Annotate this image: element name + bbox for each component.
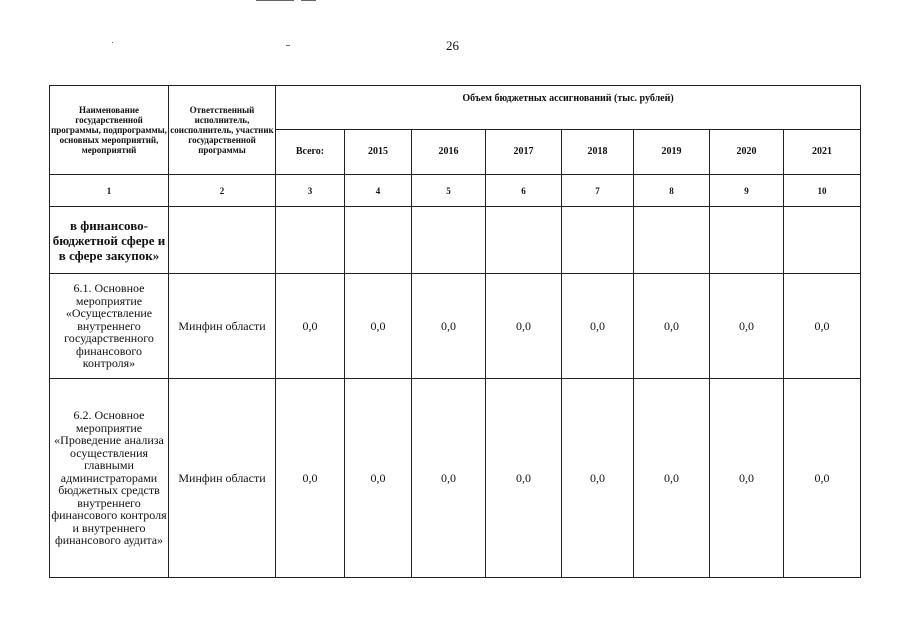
value-cell: 0,0 (412, 274, 486, 379)
program-name: 6.2. Основное мероприятие «Проведение анализа осуществления главными администраторами бюджетных средств внутреннего финансового контроля и внутреннего финансового аудита» (50, 379, 169, 578)
responsible-cell: Минфин области (169, 379, 276, 578)
responsible-cell: Минфин области (169, 274, 276, 379)
value-cell: 0,0 (276, 274, 345, 379)
value-cell (486, 207, 562, 274)
value-cell (710, 207, 784, 274)
scan-artifact (301, 0, 316, 1)
table-row (50, 207, 861, 274)
header-year-2019: 2019 (634, 130, 710, 175)
value-cell (634, 207, 710, 274)
value-cell (345, 207, 412, 274)
value-cell: 0,0 (562, 379, 634, 578)
budget-allocation-table (49, 85, 861, 578)
value-cell (784, 207, 861, 274)
header-year-2021: 2021 (784, 130, 861, 175)
value-cell: 0,0 (710, 274, 784, 379)
header-year-2017: 2017 (486, 130, 562, 175)
responsible-cell (169, 207, 276, 274)
column-number: 3 (276, 175, 345, 207)
header-year-2020: 2020 (710, 130, 784, 175)
value-cell: 0,0 (634, 274, 710, 379)
value-cell (276, 207, 345, 274)
header-total: Всего: (276, 130, 345, 175)
scan-artifact (286, 45, 290, 46)
page-number: 26 (446, 38, 459, 53)
value-cell: 0,0 (486, 379, 562, 578)
value-cell: 0,0 (784, 379, 861, 578)
header-year-2016: 2016 (412, 130, 486, 175)
column-number: 6 (486, 175, 562, 207)
value-cell: 0,0 (276, 379, 345, 578)
value-cell: 0,0 (710, 379, 784, 578)
header-year-2015: 2015 (345, 130, 412, 175)
scan-artifact (112, 42, 113, 43)
column-number-row (50, 175, 861, 207)
value-cell: 0,0 (486, 274, 562, 379)
value-cell: 0,0 (634, 379, 710, 578)
column-number: 2 (169, 175, 276, 207)
header-row (50, 86, 861, 130)
value-cell (412, 207, 486, 274)
column-number: 8 (634, 175, 710, 207)
table-row (50, 379, 861, 578)
value-cell: 0,0 (562, 274, 634, 379)
program-name: в финансово-бюджетной сфере и в сфере закупок» (50, 207, 169, 274)
column-number: 1 (50, 175, 169, 207)
column-number: 10 (784, 175, 861, 207)
header-budget-group: Объем бюджетных ассигнований (тыс. рублей) (276, 86, 861, 130)
header-responsible: Ответственный исполнитель, соисполнитель, участник государственной программы (169, 86, 276, 175)
value-cell: 0,0 (345, 274, 412, 379)
column-number: 9 (710, 175, 784, 207)
column-number: 4 (345, 175, 412, 207)
value-cell: 0,0 (345, 379, 412, 578)
header-year-2018: 2018 (562, 130, 634, 175)
header-name: Наименование государственной программы, подпрограммы, основных мероприятий, мероприятий (50, 86, 169, 175)
program-name: 6.1. Основное мероприятие «Осуществление внутреннего государственного финансового контроля» (50, 274, 169, 379)
column-number: 7 (562, 175, 634, 207)
value-cell (562, 207, 634, 274)
value-cell: 0,0 (784, 274, 861, 379)
value-cell: 0,0 (412, 379, 486, 578)
column-number: 5 (412, 175, 486, 207)
scan-artifact (256, 0, 294, 1)
table-row (50, 274, 861, 379)
